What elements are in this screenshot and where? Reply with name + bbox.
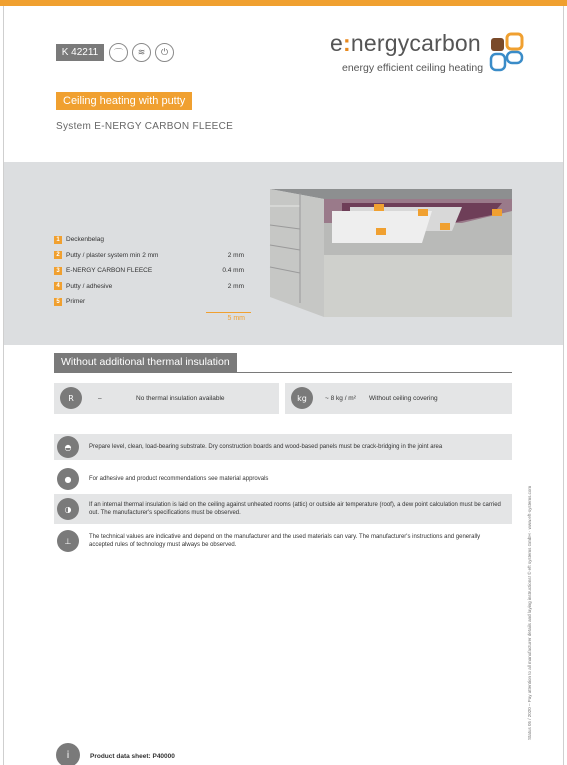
- layer-number: 4: [54, 282, 62, 290]
- brand-tagline: energy efficient ceiling heating: [342, 62, 484, 74]
- layer-name: Primer: [66, 298, 86, 306]
- weight-value: ~ 8 kg / m²: [325, 395, 356, 402]
- note-text: If an internal thermal insulation is laid on the ceiling against unheated rooms (attic) or outside air temperature (roof), a dew point calculation must be carried out. The manufacturer's specifications must be observed.: [89, 502, 501, 516]
- layer-list: [54, 232, 250, 310]
- layer-name: Deckenbelag: [66, 236, 104, 244]
- layer-number: 1: [54, 236, 62, 244]
- power-icon: ⏻: [155, 43, 174, 62]
- brand-mark-icon: [487, 30, 527, 76]
- layer-name: E-NERGY CARBON FLEECE: [66, 267, 153, 275]
- thermal-resistance-box: [54, 383, 279, 414]
- info-icon: i: [56, 743, 80, 765]
- section-divider: [54, 372, 512, 373]
- weight-icon: kg: [291, 387, 313, 409]
- layer-thickness: 0.4 mm: [222, 267, 244, 275]
- heat-icon: ≋: [132, 43, 151, 62]
- layer-row: [54, 232, 250, 248]
- layer-row: [54, 294, 250, 310]
- total-thickness: 5 mm: [227, 315, 245, 322]
- product-data-sheet-link[interactable]: Product data sheet: P40000: [90, 753, 175, 760]
- thermal-resistance-text: No thermal insulation available: [136, 395, 225, 402]
- layer-number: 2: [54, 251, 62, 259]
- note-text: The technical values are indicative and depend on the manufacturer and the used materials can vary. The manufacturer's instructions and generally accepted rules of technology must always be observed.: [89, 534, 481, 548]
- weight-text: Without ceiling covering: [369, 395, 438, 402]
- ceiling-icon: ⌒: [109, 43, 128, 62]
- brand-wordmark: e:nergycarbon: [330, 30, 481, 56]
- product-code-badge: K 42211: [56, 44, 104, 61]
- total-divider: [206, 312, 251, 313]
- layer-name: Putty / plaster system min 2 mm: [66, 251, 159, 259]
- layer-thickness: 2 mm: [227, 282, 244, 290]
- layer-number: 3: [54, 267, 62, 275]
- adhesive-icon: ●: [57, 468, 79, 490]
- ceiling-layer-illustration: [262, 185, 514, 317]
- substrate-icon: ◓: [57, 436, 79, 458]
- layer-name: Putty / adhesive: [66, 282, 113, 290]
- note-text: Prepare level, clean, load-bearing substrate. Dry construction boards and wood-based panels must be crack-bridging in the joint area: [89, 444, 443, 450]
- note-substrate: [54, 434, 512, 460]
- layer-row: [54, 248, 250, 264]
- dew-point-icon: ◑: [57, 498, 79, 520]
- note-technical-values: [54, 526, 512, 556]
- weight-box: [285, 383, 512, 414]
- layer-row: [54, 263, 250, 279]
- system-category-label: Ceiling heating with putty: [56, 92, 192, 110]
- layer-thickness: 2 mm: [227, 251, 244, 259]
- side-copyright-text: Status 05 / 2020 – Pay attention to all manufacturer details and laying instructions! © eft systems GmbH · www.eft-systems.com: [527, 485, 532, 740]
- system-title: System E-NERGY CARBON FLEECE: [56, 121, 234, 132]
- layer-row: [54, 279, 250, 295]
- technical-values-icon: ⊥: [57, 530, 79, 552]
- note-dew-point: [54, 494, 512, 524]
- thermal-resistance-value: –: [98, 395, 102, 402]
- note-text: For adhesive and product recommendations see material approvals: [89, 476, 269, 482]
- note-adhesive: [54, 466, 512, 492]
- thermal-resistance-icon: R: [60, 387, 82, 409]
- brand-logo: [330, 30, 540, 80]
- section-heading: Without additional thermal insulation: [54, 353, 237, 372]
- layer-number: 5: [54, 298, 62, 306]
